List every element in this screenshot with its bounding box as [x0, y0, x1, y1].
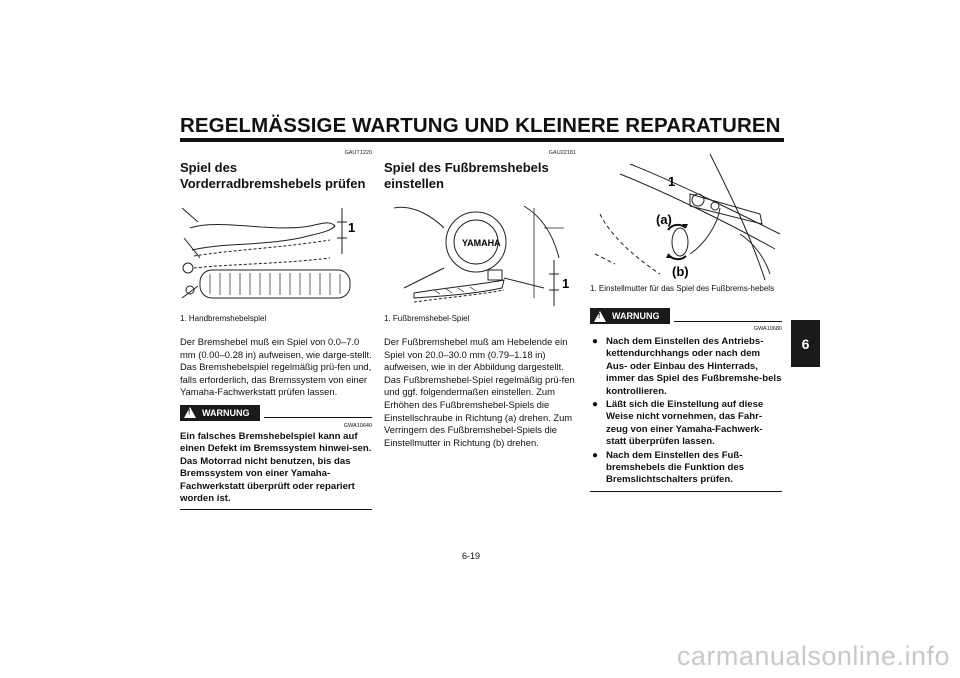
hand-brake-lever-illustration — [180, 198, 370, 310]
warning-badge — [180, 405, 260, 421]
warning-block — [590, 308, 782, 492]
header-rule — [180, 138, 784, 142]
list-item: ● Läßt sich die Einstellung auf diese Weise nicht vornehmen, das Fahr-zeug von einer Yamaha-Fachwerk-statt überprüfen lassen. — [592, 399, 764, 448]
section-code: GAU22181 — [548, 150, 576, 156]
warning-end-rule — [180, 509, 372, 510]
figure-label-1: 1 — [668, 174, 676, 189]
column-front-brake — [180, 150, 372, 510]
column-foot-brake — [384, 150, 576, 449]
bullet-icon: ● — [592, 399, 599, 411]
list-item: ● Nach dem Einstellen des Antriebs-kettendurchhangs oder nach dem Aus- oder Einbau des Hinterrads, immer das Spiel des Fußbremshe-bels kontrollieren. — [592, 336, 782, 397]
section-title: Spiel des Fußbremshebels einstellen — [384, 160, 549, 191]
figure-label-a: (a) — [656, 212, 672, 227]
warning-code: GWA10680 — [753, 326, 782, 332]
section-title: Spiel des Vorderradbremshebels prüfen — [180, 160, 366, 191]
body-text: Der Fußbremshebel muß am Hebelende ein Spiel von 20.0–30.0 mm (0.79–1.18 in) aufweisen, wie in der Abbildung dargestellt. Das Fußbremshebel-Spiel regelmäßig prü-fen und ggf. folgendermaßen einstellen. Zum Erhöhen des Fußbremshebel-Spiels die Einstellschraube in Richtung (a) drehen. Zum Verringern des Fußbremshebel-Spiels die Einstellmutter in Richtung (b) drehen. — [384, 336, 575, 448]
figure-hand-brake-lever — [180, 198, 372, 310]
warning-icon: ! — [594, 311, 606, 322]
section-code: GAUT1220 — [344, 150, 372, 156]
figure-caption: 1. Handbremshebelspiel — [180, 314, 267, 323]
warning-end-rule — [590, 491, 782, 492]
column-adjuster — [590, 150, 782, 492]
warning-bullets — [590, 336, 782, 487]
adjusting-nut-illustration — [590, 154, 782, 280]
foot-brake-lever-illustration — [384, 198, 574, 310]
warning-code: GWA10640 — [343, 422, 372, 429]
warning-label: WARNUNG — [612, 311, 660, 321]
figure-label: 1 — [348, 220, 356, 235]
page-number: 6-19 — [462, 551, 481, 561]
figure-label: 1 — [562, 276, 570, 291]
figure-adjusting-nut — [590, 154, 782, 280]
warning-label: WARNUNG — [202, 407, 250, 418]
figure-label-b: (b) — [672, 264, 689, 279]
warning-badge — [590, 308, 670, 324]
figure-foot-brake-lever — [384, 198, 576, 310]
page-header-title: REGELMÄSSIGE WARTUNG UND KLEINERE REPARATUREN — [180, 114, 781, 137]
body-text: Der Bremshebel muß ein Spiel von 0.0–7.0 mm (0.00–0.28 in) aufweisen, wie darge-stellt. Das Bremshebelspiel regelmäßig prü-fen und, falls erforderlich, das Bremssystem von einer Yamaha-Fachwerkstatt prüfen lassen. — [180, 336, 372, 398]
bullet-icon: ● — [592, 449, 599, 461]
figure-caption: 1. Einstellmutter für das Spiel des Fußbrems-hebels — [590, 284, 775, 293]
engine-brand: YAMAHA — [462, 238, 501, 248]
list-item: ● Nach dem Einstellen des Fuß-bremshebels die Funktion des Bremslichtschalters prüfen. — [592, 449, 745, 486]
watermark[interactable]: carmanualsonline.info — [676, 641, 950, 671]
bullet-icon: ● — [592, 336, 599, 347]
warning-block — [180, 405, 372, 510]
warning-text: Ein falsches Bremshebelspiel kann auf einen Defekt im Bremssystem hinwei-sen. Das Motorrad nicht benutzen, bis das Bremssystem von einer Yamaha-Fachwerkstatt überprüft oder repariert worden ist. — [180, 430, 372, 504]
warning-icon: ! — [184, 407, 196, 418]
warning-rule — [674, 321, 783, 322]
warning-rule — [264, 417, 373, 418]
figure-caption: 1. Fußbremshebel-Spiel — [384, 314, 470, 323]
chapter-tab[interactable]: 6 — [791, 320, 820, 367]
